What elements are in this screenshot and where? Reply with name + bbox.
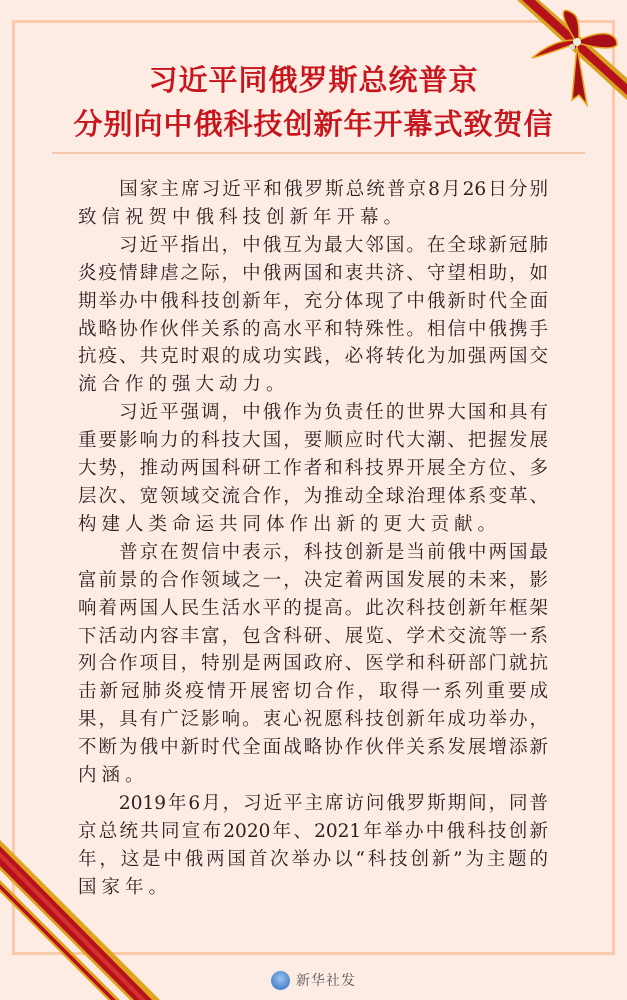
text-line: 下活动内容丰富，包含科研、展览、学术交流等一系: [78, 625, 548, 647]
text-line: 流合作的强大动力。: [78, 374, 290, 396]
footer: [0, 970, 627, 990]
source-credit: 新华社发: [296, 973, 356, 989]
text-line: 大势，推动两国科研工作者和科技界开展全方位、多: [78, 458, 548, 480]
text-line: 2019年6月，习近平主席访问俄罗斯期间，同普: [78, 792, 548, 814]
text-line: 战略协作伙伴关系的高水平和特殊性。相信中俄携手: [78, 318, 548, 340]
text-line: 习近平强调，中俄作为负责任的世界大国和具有: [78, 402, 548, 424]
text-line: 普京在贺信中表示，科技创新是当前俄中两国最: [78, 541, 548, 563]
text-line: 不断为俄中新时代全面战略协作伙伴关系发展增添新: [78, 737, 548, 759]
text-line: 击新冠肺炎疫情开展密切合作，取得一系列重要成: [78, 681, 548, 703]
text-line: 致信祝贺中俄科技创新年开幕。: [78, 206, 408, 228]
text-line: 习近平指出，中俄互为最大邻国。在全球新冠肺: [78, 234, 548, 256]
title-line-2: 分别向中俄科技创新年开幕式致贺信: [73, 107, 554, 141]
text-line: 国家年。: [78, 876, 173, 898]
text-line: 抗疫、共克时艰的成功实践，必将转化为加强两国交: [78, 346, 548, 368]
title-divider: [52, 152, 585, 154]
text-line: 果，具有广泛影响。衷心祝愿科技创新年成功举办，: [78, 709, 548, 731]
text-line: 期举办中俄科技创新年，充分体现了中俄新时代全面: [78, 290, 548, 312]
paragraph-3: [78, 399, 548, 539]
xinhua-logo-icon: [271, 971, 290, 990]
paragraph-1: [78, 176, 548, 232]
text-line: 炎疫情肆虐之际，中俄两国和衷共济、守望相助，如: [78, 262, 548, 284]
text-line: 富前景的合作领域之一，决定着两国发展的未来，影: [78, 569, 548, 591]
text-line: 列合作项目，特别是两国政府、医学和科研部门就抗: [78, 653, 548, 675]
paragraph-2: [78, 232, 548, 399]
text-line: 京总统共同宣布2020年、2021年举办中俄科技创新: [78, 820, 548, 842]
text-line: 层次、宽领域交流合作，为推动全球治理体系变革、: [78, 485, 548, 507]
title-line-1: 习近平同俄罗斯总统普京: [148, 63, 479, 97]
article-body: [78, 176, 548, 902]
text-line: 年，这是中俄两国首次举办以“科技创新”为主题的: [78, 848, 548, 870]
text-line: 国家主席习近平和俄罗斯总统普京8月26日分别: [78, 179, 548, 200]
text-line: 响着两国人民生活水平的提高。此次科技创新年框架: [78, 597, 548, 619]
text-line: 重要影响力的科技大国，要顺应时代大潮、把握发展: [78, 430, 548, 452]
paragraph-4: [78, 539, 548, 790]
text-line: 内涵。: [78, 765, 149, 787]
text-line: 构建人类命运共同体作出新的更大贡献。: [78, 513, 502, 535]
